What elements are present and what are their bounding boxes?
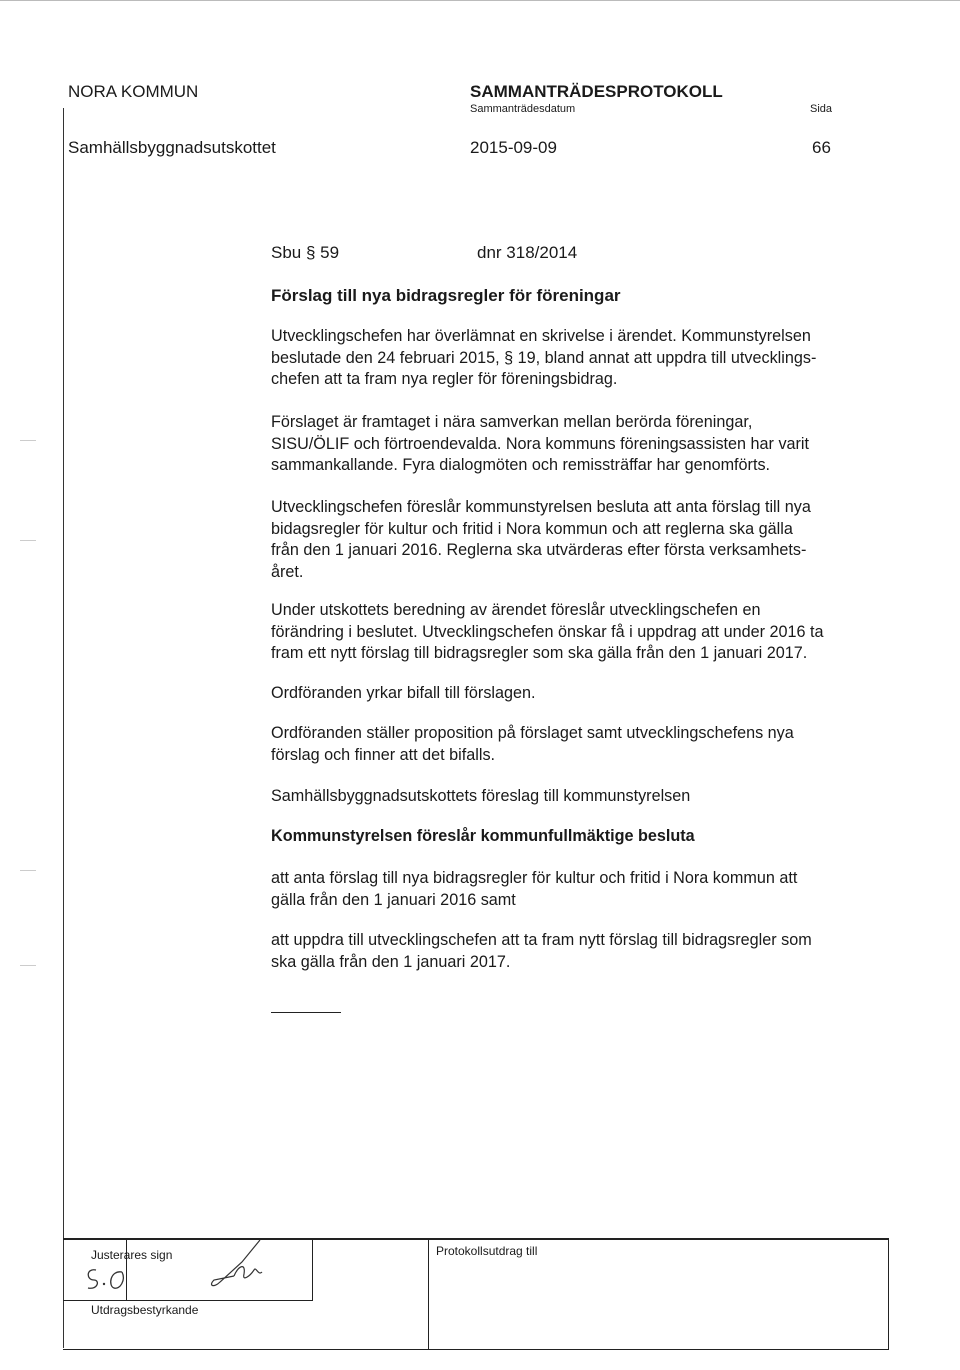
scan-mark: [20, 440, 36, 441]
paragraph-chair-proposition: [271, 723, 911, 766]
text-line: SISU/ÖLIF och förtroendevalda. Nora kommuns föreningsassisten har varit: [271, 434, 810, 453]
case-number: dnr 318/2014: [477, 243, 578, 262]
justerare-label: Justerares sign: [91, 1248, 173, 1262]
page-label: Sida: [810, 103, 833, 115]
text-line: fram ett nytt förslag till bidragsregler som ska gälla från den 1 januari 2017.: [271, 644, 808, 662]
text-line: chefen att ta fram nya regler för föreningsbidrag.: [271, 370, 618, 388]
paragraph-chair-motion: [271, 683, 911, 705]
text-line: året.: [271, 562, 304, 581]
date-label: Sammanträdesdatum: [470, 103, 576, 115]
decision-heading: Kommunstyrelsen föreslår kommunfullmäktige besluta: [271, 827, 695, 845]
utdrag-label: Utdragsbestyrkande: [91, 1303, 199, 1317]
table-divider: [312, 1240, 313, 1300]
decision-item: [271, 868, 911, 911]
paragraph-amendment: [271, 600, 911, 665]
text-line: Under utskottets beredning av ärendet föreslår utvecklingschefen en: [271, 601, 761, 619]
left-margin-rule: [63, 108, 64, 1348]
text-line: att anta förslag till nya bidragsregler för kultur och fritid i Nora kommun att: [271, 869, 798, 887]
text-line: Utvecklingschefen har överlämnat en skrivelse i ärendet. Kommunstyrelsen: [271, 327, 811, 345]
text-line: Ordföranden ställer proposition på förslaget samt utvecklingschefens nya: [271, 724, 794, 742]
document-type: SAMMANTRÄDESPROTOKOLL: [470, 82, 723, 101]
handwritten-initials: [82, 1262, 132, 1296]
text-line: Förslaget är framtaget i nära samverkan mellan berörda föreningar,: [271, 413, 753, 431]
table-divider: [63, 1300, 313, 1301]
paragraph-background: [271, 326, 911, 391]
protokollsutdrag-label: Protokollsutdrag till: [436, 1244, 538, 1258]
scan-mark: [20, 965, 36, 966]
text-line: gälla från den 1 januari 2016 samt: [271, 890, 516, 909]
paragraph-preparation: [271, 412, 911, 477]
meeting-date: 2015-09-09: [470, 138, 557, 157]
municipality-name: NORA KOMMUN: [68, 82, 199, 101]
text-line: ska gälla från den 1 januari 2017.: [271, 952, 511, 971]
paragraph-number: Sbu § 59: [271, 243, 340, 262]
text-line: från den 1 januari 2016. Reglerna ska utvärderas efter första verksamhets-: [271, 541, 807, 559]
end-rule: [271, 1012, 341, 1013]
top-edge-line: [0, 0, 960, 1]
committee-name: Samhällsbyggnadsutskottet: [68, 138, 276, 157]
table-divider: [428, 1240, 429, 1350]
scan-mark: [20, 540, 36, 541]
paragraph-committee-proposal: [271, 786, 911, 808]
text-line: sammankallande. Fyra dialogmöten och remissträffar har genomförts.: [271, 456, 771, 474]
text-line: förändring i beslutet. Utvecklingschefen önskar få i uppdrag att under 2016 ta: [271, 622, 824, 641]
text-line: att uppdra till utvecklingschefen att ta fram nytt förslag till bidragsregler som: [271, 931, 812, 949]
scan-mark: [20, 870, 36, 871]
text-line: bidagsregler för kultur och fritid i Nora kommun och att reglerna ska gälla: [271, 519, 793, 538]
text-line: Ordföranden yrkar bifall till förslagen.: [271, 684, 536, 702]
case-title: Förslag till nya bidragsregler för föreningar: [271, 286, 621, 305]
page-number: 66: [812, 138, 831, 157]
text-line: Samhällsbyggnadsutskottets föreslag till kommunstyrelsen: [271, 787, 691, 805]
text-line: beslutade den 24 februari 2015, § 19, bland annat att uppdra till utvecklings-: [271, 348, 817, 367]
text-line: förslag och finner att det bifalls.: [271, 745, 496, 764]
paragraph-proposal: [271, 497, 911, 583]
text-line: Utvecklingschefen föreslår kommunstyrelsen besluta att anta förslag till nya: [271, 498, 811, 516]
handwritten-signature: [190, 1236, 270, 1298]
decision-item: [271, 930, 911, 973]
